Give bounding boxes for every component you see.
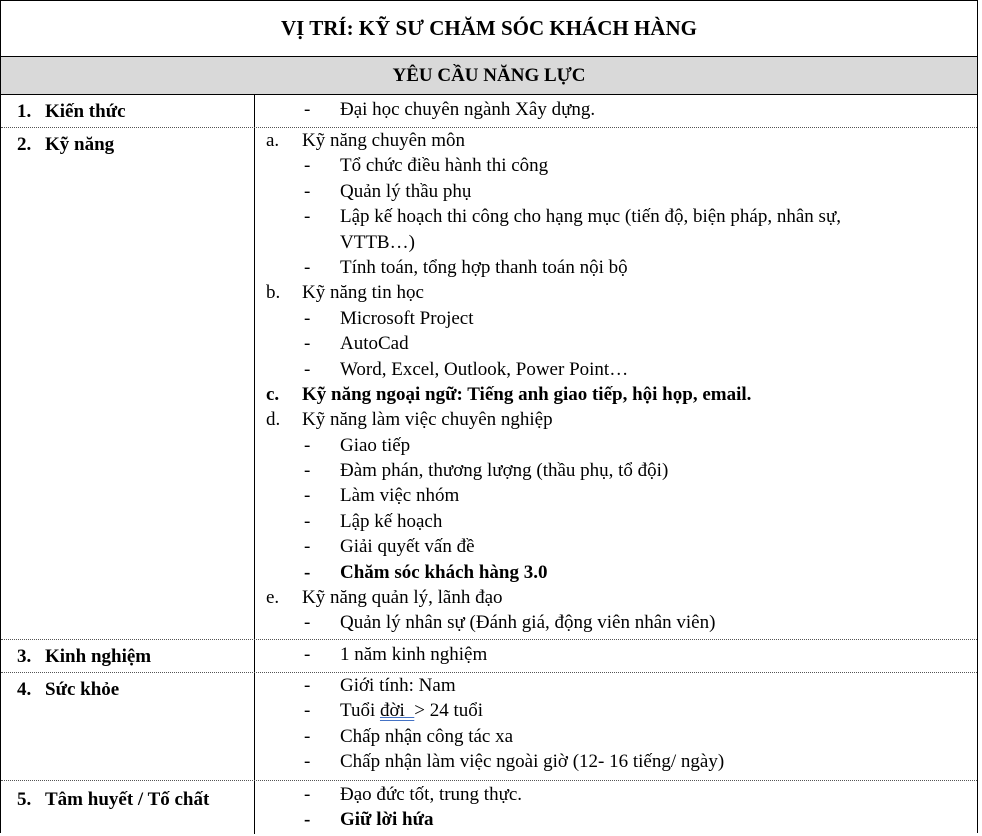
list-item — [256, 204, 977, 229]
age-underlined: đời — [379, 700, 415, 722]
row-content — [256, 640, 977, 674]
row-label — [1, 95, 255, 127]
row-content — [256, 781, 977, 835]
list-marker: - — [304, 751, 311, 773]
list-text: Giới tính: Nam — [340, 675, 456, 696]
list-text: Làm việc nhóm — [340, 485, 460, 507]
list-text: Lập kế hoạch thi công cho hạng mục (tiến độ, biện pháp, nhân sự, — [340, 206, 841, 228]
list-text: Chấp nhận công tác xa — [340, 725, 514, 747]
row-label-text: Tâm huyết / Tố chất — [45, 789, 210, 810]
table-row-health — [1, 673, 977, 781]
list-item — [256, 331, 977, 356]
list-text: Kỹ năng tin học — [302, 282, 424, 304]
list-text: Quản lý thầu phụ — [340, 180, 472, 202]
list-item — [256, 782, 977, 807]
list-text: Kỹ năng ngoại ngữ: Tiếng anh giao tiếp, hội họp, email. — [302, 383, 752, 405]
list-text: Kỹ năng làm việc chuyên nghiệp — [302, 409, 553, 431]
row-label — [1, 640, 255, 672]
list-marker: - — [304, 206, 311, 228]
list-marker: - — [304, 460, 311, 482]
row-number: 2. — [17, 134, 32, 155]
list-text: Tính toán, tổng hợp thanh toán nội bộ — [340, 256, 628, 278]
age-suffix: > 24 tuổi — [414, 700, 484, 722]
list-marker: - — [304, 434, 311, 456]
list-text: Tổ chức điều hành thi công — [340, 155, 549, 177]
list-text — [340, 698, 483, 723]
row-label-text: Kỹ năng — [45, 134, 115, 155]
list-marker: c. — [266, 383, 280, 405]
list-item — [256, 357, 977, 382]
list-marker: - — [304, 725, 311, 747]
list-item — [256, 534, 977, 559]
list-marker: - — [304, 485, 311, 507]
list-text: Word, Excel, Outlook, Power Point… — [340, 358, 629, 380]
list-marker: - — [304, 700, 311, 722]
list-marker: - — [304, 784, 311, 805]
list-marker: - — [304, 256, 311, 278]
table-row-skills — [1, 128, 977, 640]
list-text: Đàm phán, thương lượng (thầu phụ, tổ đội) — [340, 460, 669, 482]
list-marker: a. — [266, 130, 280, 151]
list-marker: - — [304, 612, 311, 634]
list-item — [256, 128, 977, 153]
list-item — [256, 97, 977, 122]
list-text: VTTB…) — [340, 231, 415, 253]
list-marker: - — [304, 155, 311, 177]
list-marker: - — [304, 510, 311, 532]
list-marker: - — [304, 675, 311, 696]
list-marker: - — [304, 358, 311, 380]
list-item — [256, 560, 977, 585]
row-label-text: Sức khỏe — [45, 679, 120, 700]
row-label — [1, 781, 255, 834]
list-item — [256, 509, 977, 534]
row-label-text: Kinh nghiệm — [45, 646, 152, 667]
list-marker: - — [304, 809, 311, 831]
list-marker: - — [304, 307, 311, 329]
list-text: AutoCad — [340, 333, 409, 355]
list-marker: e. — [266, 587, 280, 609]
list-item — [256, 610, 977, 635]
list-item — [256, 585, 977, 610]
table-row-knowledge — [1, 95, 977, 128]
list-item — [256, 255, 977, 280]
list-text: Giữ lời hứa — [340, 809, 434, 831]
list-text: Đại học chuyên ngành Xây dựng. — [340, 99, 596, 120]
list-text: Kỹ năng quản lý, lãnh đạo — [302, 587, 503, 609]
list-item — [256, 433, 977, 458]
list-item — [256, 698, 977, 723]
list-marker: d. — [266, 409, 281, 431]
list-item-continuation — [256, 230, 977, 255]
row-number: 3. — [17, 646, 32, 667]
row-number: 4. — [17, 679, 32, 700]
row-label — [1, 673, 255, 780]
list-marker: - — [304, 333, 311, 355]
row-label-text: Kiến thức — [45, 101, 126, 122]
list-text: Giải quyết vấn đề — [340, 536, 475, 558]
age-prefix: Tuổi — [340, 700, 380, 722]
list-text: Quản lý nhân sự (Đánh giá, động viên nhân viên) — [340, 612, 716, 634]
list-marker: - — [304, 99, 311, 120]
row-content — [256, 95, 977, 129]
list-item — [256, 642, 977, 667]
table-row-dedication — [1, 781, 977, 834]
list-text: 1 năm kinh nghiệm — [340, 644, 488, 665]
list-text: Chăm sóc khách hàng 3.0 — [340, 561, 548, 583]
list-text: Chấp nhận làm việc ngoài giờ (12- 16 tiếng/ ngày) — [340, 751, 725, 773]
list-marker: - — [304, 561, 311, 583]
row-content — [256, 673, 977, 780]
section-header: YÊU CẦU NĂNG LỰC — [1, 57, 977, 95]
row-number: 1. — [17, 101, 32, 122]
list-item — [256, 807, 977, 832]
list-marker: - — [304, 644, 311, 665]
list-text: Microsoft Project — [340, 307, 474, 329]
list-text: Giao tiếp — [340, 434, 411, 456]
list-item — [256, 407, 977, 432]
list-item — [256, 458, 977, 483]
list-item — [256, 153, 977, 178]
list-item — [256, 749, 977, 774]
list-marker: - — [304, 536, 311, 558]
row-label — [1, 128, 255, 639]
table-row-experience — [1, 640, 977, 673]
row-content — [256, 128, 977, 639]
list-text: Kỹ năng chuyên môn — [302, 130, 466, 151]
list-item — [256, 673, 977, 698]
list-item — [256, 280, 977, 305]
list-item — [256, 724, 977, 749]
row-number: 5. — [17, 789, 32, 810]
list-text: Đạo đức tốt, trung thực. — [340, 784, 523, 805]
list-item — [256, 483, 977, 508]
list-marker: b. — [266, 282, 281, 304]
list-text: Lập kế hoạch — [340, 510, 443, 532]
list-marker: - — [304, 180, 311, 202]
list-item — [256, 306, 977, 331]
list-item — [256, 382, 977, 407]
list-item — [256, 179, 977, 204]
page-title: VỊ TRÍ: KỸ SƯ CHĂM SÓC KHÁCH HÀNG — [1, 1, 977, 57]
